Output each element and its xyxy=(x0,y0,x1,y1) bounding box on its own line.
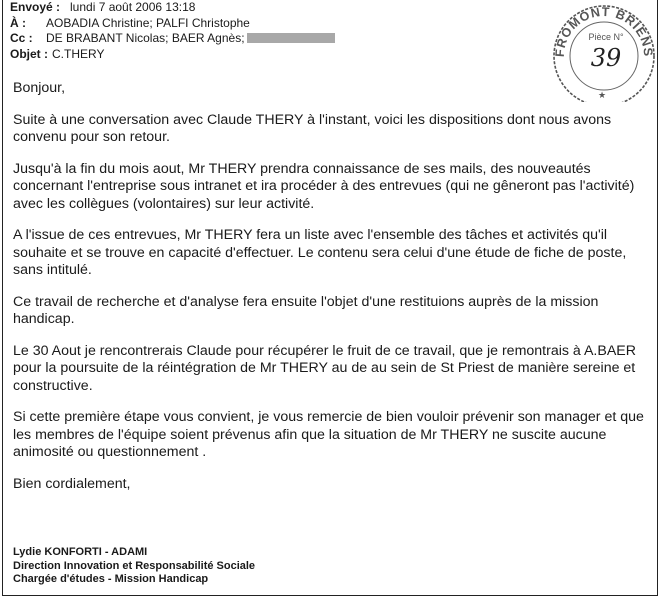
subject-label: Objet : xyxy=(10,46,48,61)
stamp-arc-text: FROMONT BRIENS xyxy=(552,4,656,58)
signature-title: Chargée d'études - Mission Handicap xyxy=(13,573,209,585)
cc-label: Cc : xyxy=(10,31,33,45)
paragraph-2: Jusqu'à la fin du mois aout, Mr THERY prendra connaissance de ses mails, des nouveautés concernant l'entreprise sous intranet et ira procéder à des entrevues (qui ne gêneront pas l'activité) avec les collègues (volontaires) sur leur activité. xyxy=(13,160,635,212)
header-row-subject xyxy=(10,47,335,63)
closing: Bien cordialement, xyxy=(13,475,131,492)
cc-value: DE BRABANT Nicolas; BAER Agnès; xyxy=(46,31,245,45)
to-value: AOBADIA Christine; PALFI Christophe xyxy=(46,15,250,30)
paragraph-3: A l'issue de ces entrevues, Mr THERY fera un liste avec l'ensemble des tâches et activités qu'il souhaite et se trouve en capacité d'effectuer. Le contenu sera celui d'une étude de fiche de poste, sans intitulé. xyxy=(13,227,627,278)
subject-value: C.THERY xyxy=(52,46,105,61)
paragraph-5: Le 30 Aout je rencontrerais Claude pour récupérer le fruit de ce travail, que je remontrais à A.BAER pour la poursuite de la réintégration de Mr THERY au de au sein de St Priest de manière sereine et constructive. xyxy=(13,342,637,394)
sent-label: Envoyé : xyxy=(10,0,61,14)
paragraph-4: Ce travail de recherche et d'analyse fera ensuite l'objet d'une restituions auprès de la mission handicap. xyxy=(13,293,599,327)
email-body xyxy=(13,80,653,507)
email-header xyxy=(10,0,335,62)
greeting: Bonjour, xyxy=(13,80,66,96)
law-firm-stamp xyxy=(548,0,660,102)
stamp-star-icon: ★ xyxy=(597,90,607,100)
signature-name: Lydie KONFORTI - ADAMI xyxy=(13,546,148,558)
header-row-cc xyxy=(10,31,335,47)
signature-department: Direction Innovation et Responsabilité Sociale xyxy=(13,559,256,572)
header-row-sent xyxy=(10,0,335,16)
paragraph-1: Suite à une conversation avec Claude THERY à l'instant, voici les dispositions dont nous avons convenu pour son retour. xyxy=(13,111,612,145)
header-row-to xyxy=(10,16,335,32)
sent-value: lundi 7 août 2006 13:18 xyxy=(70,0,196,14)
signature-block xyxy=(13,546,255,587)
paragraph-6: Si cette première étape vous convient, je vous remercie de bien vouloir prévenir son manager et que les membres de l'équipe soient prévenus afin que la situation de Mr THERY ne suscite aucune animosité ou questionnement . xyxy=(13,409,644,460)
redaction-bar xyxy=(247,33,335,43)
stamp-piece-label: Pièce N° xyxy=(588,32,624,42)
stamp-piece-number: 39 xyxy=(590,44,622,72)
to-label: À : xyxy=(10,15,26,30)
